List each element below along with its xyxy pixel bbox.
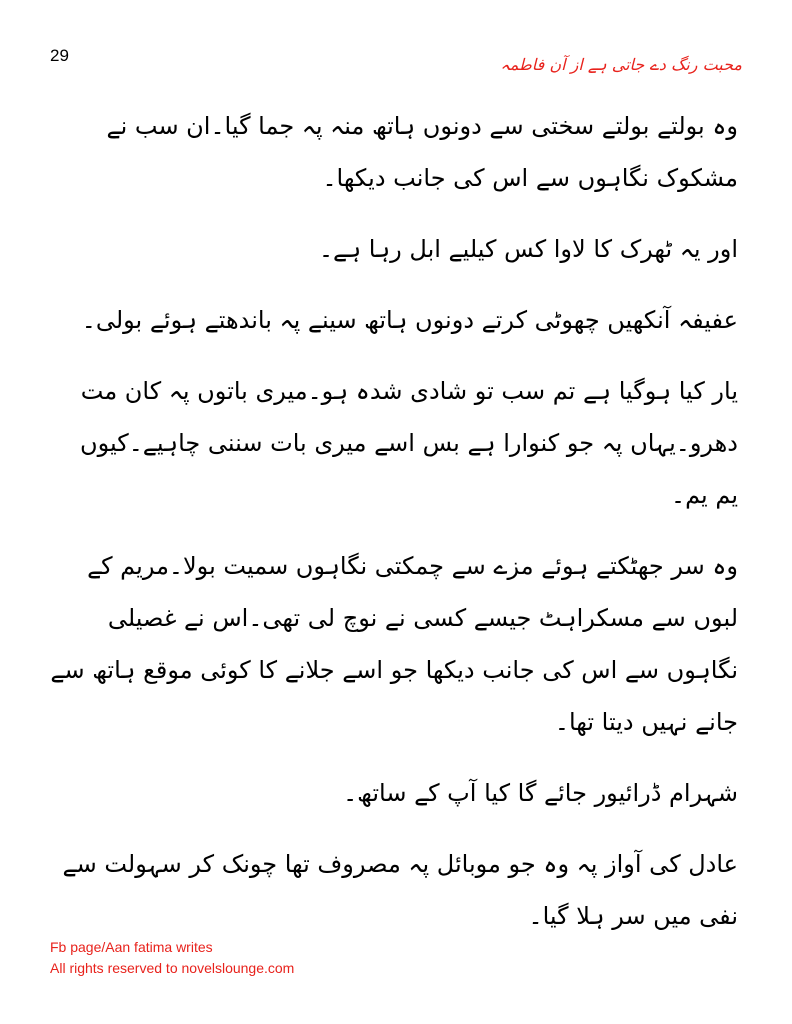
page-number: 29 (50, 46, 69, 65)
paragraph-2: اور یہ ٹھرک کا لاوا کس کیلیے ابل رہا ہے۔ (318, 235, 738, 263)
paragraph-6: شہرام ڈرائیور جائے گا کیا آپ کے ساتھ۔ (343, 779, 738, 807)
paragraph-7: عادل کی آواز پہ وہ جو موبائل پہ مصروف تھا چونک کر سہولت سے نفی میں سر ہلا گیا۔ (62, 850, 738, 930)
footer-rights: All rights reserved to novelslounge.com (50, 960, 295, 976)
footer-fb-page: Fb page/Aan fatima writes (50, 939, 213, 955)
book-title-header: محبت رنگ دے جاتی ہے از آن فاطمہ (500, 55, 742, 74)
paragraph-4: یار کیا ہوگیا ہے تم سب تو شادی شدہ ہو۔میری باتوں پہ کان مت دھرو۔یہاں پہ جو کنوارا ہے بس اسے میری بات سننی چاہیے۔کیوں یم یم۔ (80, 377, 738, 509)
paragraph-5: وہ سر جھٹکتے ہوئے مزے سے چمکتی نگاہوں سمیت بولا۔مریم کے لبوں سے مسکراہٹ جیسے کسی نے نوچ لی تھی۔اس نے غصیلی نگاہوں سے اس کی جانب دیکھا جو اسے جلانے کا کوئی موقع ہاتھ سے جانے نہیں دیتا تھا۔ (50, 552, 738, 736)
paragraph-1: وہ بولتے بولتے سختی سے دونوں ہاتھ منہ پہ جما گیا۔ان سب نے مشکوک نگاہوں سے اس کی جانب دیکھا۔ (106, 112, 738, 192)
footer (50, 937, 294, 979)
paragraph-3: عفیفہ آنکھیں چھوٹی کرتے دونوں ہاتھ سینے پہ باندھتے ہوئے بولی۔ (81, 306, 738, 334)
body-text (50, 100, 738, 961)
